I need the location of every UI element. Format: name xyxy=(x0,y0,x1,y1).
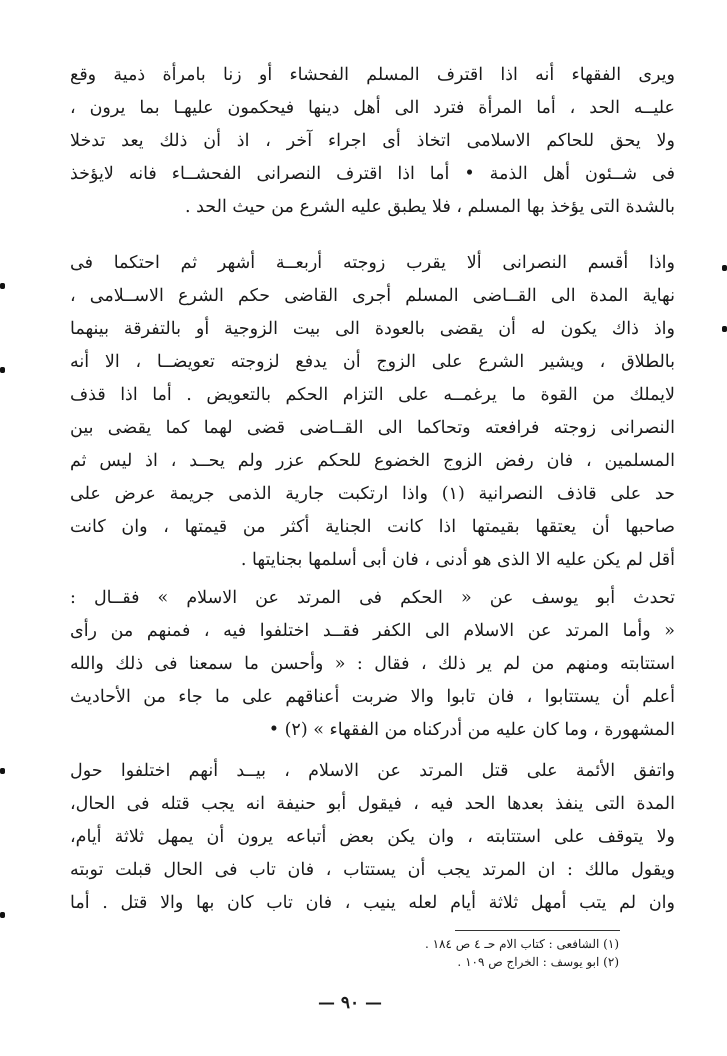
text-line: لايملك من القوة ما يرغمــه على التزام الحكم بالتعويض . أما اذا قذف xyxy=(70,385,675,405)
footnote-2: (٢) ابو يوسف : الخراج ص ١٠٩ . xyxy=(457,955,619,969)
text-line: نهاية المدة الى القــاضى المسلم أجرى القاضى حكم الشرع الاســلامى ، xyxy=(70,286,675,306)
text-line: وان لم يتب أمهل ثلاثة أيام لعله ينيب ، فان تاب كان بها والا قتل . أما xyxy=(70,893,675,913)
footnote-separator xyxy=(455,930,620,931)
text-line: استتابته ومنهم من لم ير ذلك ، فقال : « وأحسن ما سمعنا فى ذلك والله xyxy=(70,654,675,674)
page-number: — ٩٠ — xyxy=(317,993,383,1013)
text-line: أعلم أن يستتابوا ، فان تابوا والا ضربت أعناقهم على ما جاء من الأحاديث xyxy=(70,687,675,707)
text-line: تحدث أبو يوسف عن « الحكم فى المرتد عن الاسلام » فقــال : xyxy=(70,588,675,608)
text-line: واذا أقسم النصرانى ألا يقرب زوجته أربعــة أشهر ثم احتكما فى xyxy=(70,253,675,273)
text-line: المدة التى ينفذ بعدها الحد فيه ، فيقول أبو حنيفة انه يجب قتله فى الحال، xyxy=(70,794,675,814)
text-line: النصرانى زوجته فرافعته وتحاكما الى القــاضى قضى لهما كما يقضى بين xyxy=(70,418,675,438)
text-line: « وأما المرتد عن الاسلام الى الكفر فقــد اختلفوا فيه ، فمنهم من رأى xyxy=(70,621,675,641)
scan-edge-mark xyxy=(0,768,5,774)
text-line: ولا يتوقف على استتابته ، وان يكن بعض أتباعه يرون أن يمهل ثلاثة أيام، xyxy=(70,827,675,847)
text-line: ويرى الفقهاء أنه اذا اقترف المسلم الفحشاء أو زنا بامرأة ذمية وقع xyxy=(70,65,675,85)
text-line: عليــه الحد ، أما المرأة فترد الى أهل دينها فيحكمون عليهـا بما يرون ، xyxy=(70,98,675,118)
scan-edge-mark xyxy=(722,326,727,332)
text-line: فى شــئون أهل الذمة • أما اذا اقترف النصرانى الفحشــاء فانه لايؤخذ xyxy=(70,164,675,184)
text-line: واذ ذاك يكون له أن يقضى بالعودة الى بيت الزوجية أو بالتفرقة بينهما xyxy=(70,319,675,339)
scan-edge-mark xyxy=(722,265,727,271)
text-line: بالطلاق ، ويشير الشرع على الزوج أن يدفع لزوجته تعويضــا ، الا أنه xyxy=(70,352,675,372)
text-line: واتفق الأئمة على قتل المرتد عن الاسلام ، بيــد أنهم اختلفوا حول xyxy=(70,761,675,781)
paragraph-3 xyxy=(70,582,675,747)
paragraph-4 xyxy=(70,755,675,920)
paragraph-2 xyxy=(70,247,675,577)
scan-edge-mark xyxy=(0,367,5,373)
text-line: ولا يحق للحاكم الاسلامى اتخاذ أى اجراء آخر ، اذ أن ذلك يعد تدخلا xyxy=(70,131,675,151)
text-line: بالشدة التى يؤخذ بها المسلم ، فلا يطبق عليه الشرع من حيث الحد . xyxy=(185,197,675,217)
text-line: المشهورة ، وما كان عليه من أدركناه من الفقهاء » (٢) • xyxy=(268,720,675,740)
text-line: صاحبها أن يعتقها بقيمتها اذا كانت الجناية أكثر من قيمتها ، وان كانت xyxy=(70,517,675,537)
text-line: أقل لم يكن عليه الا الذى هو أدنى ، فان أبى أسلمها بجنايتها . xyxy=(240,550,675,570)
text-line: ويقول مالك : ان المرتد يجب أن يستتاب ، فان تاب فى الحال قبلت توبته xyxy=(70,860,675,880)
paragraph-1 xyxy=(70,59,675,224)
scan-edge-mark xyxy=(0,912,5,918)
scan-edge-mark xyxy=(0,283,5,289)
text-line: المسلمين ، فان رفض الزوج الخضوع للحكم عزر ولم يحــد ، اذ ليس ثم xyxy=(70,451,675,471)
footnote-1: (١) الشافعى : كتاب الام حـ ٤ ص ١٨٤ . xyxy=(424,937,619,951)
text-line: حد على قاذف النصرانية (١) واذا ارتكبت جارية الذمى جريمة عرض على xyxy=(70,484,675,504)
